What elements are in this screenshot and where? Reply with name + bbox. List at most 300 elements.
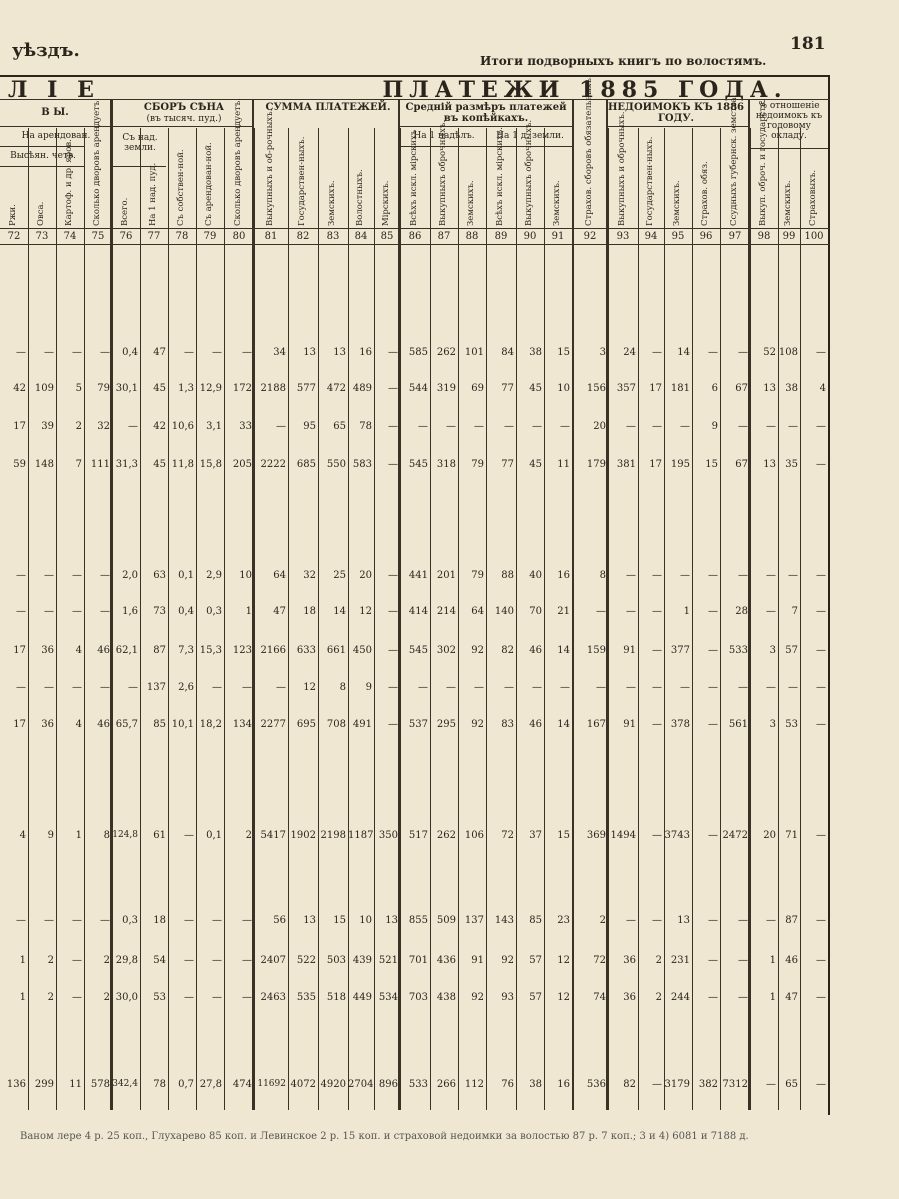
column-number: 82 bbox=[296, 231, 310, 242]
column-number: 87 bbox=[437, 231, 451, 242]
table-cell: 32 bbox=[97, 421, 110, 432]
table-cell: — bbox=[708, 915, 718, 926]
table-cell: — bbox=[738, 682, 748, 693]
table-cell: 369 bbox=[586, 830, 606, 841]
column-number: 81 bbox=[264, 231, 278, 242]
table-cell: 85 bbox=[153, 719, 166, 730]
table-cell: 11692 bbox=[257, 1079, 286, 1089]
table-cell: 29,8 bbox=[115, 955, 138, 966]
table-cell: 13 bbox=[303, 347, 316, 358]
table-cell: 39 bbox=[41, 421, 54, 432]
table-cell: 12 bbox=[557, 955, 570, 966]
table-cell: 7 bbox=[791, 606, 798, 617]
rule-sredn bbox=[400, 126, 572, 127]
table-cell: 65 bbox=[785, 1079, 798, 1090]
table-cell: 5417 bbox=[260, 830, 286, 841]
column-header: Выкупныхъ оброчныхъ. bbox=[438, 119, 448, 226]
table-cell: — bbox=[532, 682, 542, 693]
column-number: 97 bbox=[728, 231, 742, 242]
table-cell: 24 bbox=[623, 347, 636, 358]
column-header: На 1 над. пуд. bbox=[148, 162, 158, 226]
table-cell: 262 bbox=[436, 830, 456, 841]
table-cell: 2 bbox=[47, 992, 54, 1003]
table-cell: — bbox=[766, 915, 776, 926]
table-cell: 76 bbox=[501, 1079, 514, 1090]
table-cell: 205 bbox=[232, 459, 252, 470]
table-cell: 544 bbox=[408, 383, 428, 394]
table-cell: 577 bbox=[296, 383, 316, 394]
table-cell: 15,3 bbox=[199, 645, 222, 656]
table-cell: 578 bbox=[90, 1079, 110, 1090]
table-cell: 36 bbox=[41, 645, 54, 656]
column-header: Всѣхъ искл. мірскихъ bbox=[409, 129, 419, 226]
table-cell: 244 bbox=[670, 992, 690, 1003]
table-cell: — bbox=[100, 570, 110, 581]
column-header: Страховыхъ. bbox=[808, 169, 818, 226]
table-cell: 11 bbox=[557, 459, 570, 470]
table-cell: 201 bbox=[436, 570, 456, 581]
table-cell: 10 bbox=[359, 915, 372, 926]
table-cell: 2 bbox=[655, 955, 662, 966]
column-header: Овса. bbox=[36, 201, 46, 226]
column-header: Государствен-ныхъ. bbox=[297, 136, 307, 226]
table-cell: 136 bbox=[6, 1079, 26, 1090]
table-cell: — bbox=[276, 421, 286, 432]
table-cell: — bbox=[16, 347, 26, 358]
table-cell: 85 bbox=[529, 915, 542, 926]
column-header: Всѣхъ искл. мірскихъ. bbox=[495, 127, 505, 226]
table-cell: 521 bbox=[378, 955, 398, 966]
table-cell: 23 bbox=[557, 915, 570, 926]
table-cell: 108 bbox=[778, 347, 798, 358]
table-cell: 17 bbox=[13, 719, 26, 730]
table-cell: — bbox=[276, 682, 286, 693]
table-cell: 0,1 bbox=[178, 570, 194, 581]
table-cell: 47 bbox=[273, 606, 286, 617]
table-cell: 195 bbox=[670, 459, 690, 470]
table-cell: — bbox=[816, 421, 826, 432]
table-cell: — bbox=[816, 992, 826, 1003]
group-otnosh: % отношеніе недоимокъ къ годовому окладу. bbox=[755, 101, 823, 141]
table-cell: 72 bbox=[593, 955, 606, 966]
table-cell: 8 bbox=[339, 682, 346, 693]
table-cell: — bbox=[788, 421, 798, 432]
column-header: Выкупныхъ и об-рочныхъ. bbox=[265, 108, 275, 226]
table-cell: 6 bbox=[711, 383, 718, 394]
table-cell: 2,6 bbox=[178, 682, 194, 693]
table-cell: 517 bbox=[408, 830, 428, 841]
table-cell: 299 bbox=[34, 1079, 54, 1090]
column-header: Ссудныхъ губернск. земства. bbox=[729, 94, 739, 226]
table-cell: 436 bbox=[436, 955, 456, 966]
table-cell: — bbox=[738, 955, 748, 966]
table-cell: 35 bbox=[785, 459, 798, 470]
table-cell: 7 bbox=[75, 459, 82, 470]
table-cell: — bbox=[100, 347, 110, 358]
page-number: 181 bbox=[790, 34, 826, 54]
table-cell: 1187 bbox=[348, 830, 374, 841]
table-cell: 14 bbox=[557, 719, 570, 730]
column-header: Земскихъ. bbox=[672, 180, 682, 226]
table-cell: 214 bbox=[436, 606, 456, 617]
table-cell: 12 bbox=[303, 682, 316, 693]
table-cell: 703 bbox=[408, 992, 428, 1003]
table-cell: — bbox=[708, 347, 718, 358]
table-cell: 550 bbox=[326, 459, 346, 470]
table-cell: 2,0 bbox=[122, 570, 138, 581]
table-cell: 3179 bbox=[664, 1079, 690, 1090]
table-cell: 1 bbox=[19, 955, 26, 966]
table-cell: 685 bbox=[296, 459, 316, 470]
table-cell: 537 bbox=[408, 719, 428, 730]
table-cell: — bbox=[652, 719, 662, 730]
table-cell: 2222 bbox=[260, 459, 286, 470]
table-cell: 10 bbox=[557, 383, 570, 394]
table-cell: — bbox=[72, 606, 82, 617]
table-cell: — bbox=[738, 347, 748, 358]
table-cell: 38 bbox=[785, 383, 798, 394]
table-cell: — bbox=[504, 682, 514, 693]
column-number: 99 bbox=[782, 231, 796, 242]
table-cell: 0,1 bbox=[206, 830, 222, 841]
table-cell: 701 bbox=[408, 955, 428, 966]
table-cell: — bbox=[708, 955, 718, 966]
table-cell: — bbox=[16, 682, 26, 693]
table-cell: — bbox=[816, 830, 826, 841]
table-cell: 13 bbox=[385, 915, 398, 926]
table-cell: 472 bbox=[326, 383, 346, 394]
table-cell: — bbox=[388, 719, 398, 730]
table-cell: 33 bbox=[239, 421, 252, 432]
table-cell: — bbox=[708, 830, 718, 841]
table-cell: 13 bbox=[333, 347, 346, 358]
table-cell: 27,8 bbox=[199, 1079, 222, 1090]
table-cell: 179 bbox=[586, 459, 606, 470]
table-cell: 17 bbox=[649, 459, 662, 470]
table-cell: — bbox=[626, 570, 636, 581]
table-cell: 14 bbox=[557, 645, 570, 656]
table-cell: 5 bbox=[75, 383, 82, 394]
table-cell: 3 bbox=[769, 645, 776, 656]
table-cell: — bbox=[184, 992, 194, 1003]
table-cell: — bbox=[16, 606, 26, 617]
table-cell: — bbox=[766, 570, 776, 581]
table-cell: 262 bbox=[436, 347, 456, 358]
table-cell: 137 bbox=[146, 682, 166, 693]
table-cell: — bbox=[652, 347, 662, 358]
table-cell: — bbox=[766, 682, 776, 693]
table-cell: 64 bbox=[273, 570, 286, 581]
table-cell: 32 bbox=[303, 570, 316, 581]
table-cell: — bbox=[596, 606, 606, 617]
table-cell: 77 bbox=[501, 383, 514, 394]
table-cell: 0,3 bbox=[206, 606, 222, 617]
column-header: Страхов. сборовъ обязательныхъ. bbox=[584, 75, 594, 226]
table-cell: 92 bbox=[471, 719, 484, 730]
running-title: Итоги подворныхъ книгъ по волостямъ. bbox=[480, 54, 767, 68]
table-cell: 319 bbox=[436, 383, 456, 394]
table-cell: — bbox=[560, 421, 570, 432]
column-header: Земскихъ. bbox=[327, 180, 337, 226]
main-title: ПЛАТЕЖИ 1885 ГОДА. bbox=[382, 77, 788, 103]
table-cell: — bbox=[100, 682, 110, 693]
table-cell: 8 bbox=[599, 570, 606, 581]
table-cell: 92 bbox=[471, 645, 484, 656]
table-cell: — bbox=[388, 421, 398, 432]
table-cell: 14 bbox=[333, 606, 346, 617]
table-cell: — bbox=[212, 347, 222, 358]
table-cell: — bbox=[738, 915, 748, 926]
table-cell: 15,8 bbox=[199, 459, 222, 470]
table-cell: 4 bbox=[19, 830, 26, 841]
table-cell: 17 bbox=[13, 645, 26, 656]
table-cell: — bbox=[242, 682, 252, 693]
table-cell: — bbox=[816, 955, 826, 966]
table-cell: 9 bbox=[711, 421, 718, 432]
column-number: 98 bbox=[757, 231, 771, 242]
column-header: Земскихъ. bbox=[466, 180, 476, 226]
table-cell: — bbox=[212, 915, 222, 926]
table-cell: 20 bbox=[763, 830, 776, 841]
table-cell: 18 bbox=[153, 915, 166, 926]
table-cell: 534 bbox=[378, 992, 398, 1003]
table-cell: — bbox=[388, 645, 398, 656]
table-cell: 381 bbox=[616, 459, 636, 470]
table-cell: — bbox=[816, 606, 826, 617]
table-cell: — bbox=[652, 645, 662, 656]
table-cell: 15 bbox=[557, 347, 570, 358]
sub-s-nad: Съ над. земли. bbox=[122, 133, 158, 153]
table-cell: — bbox=[242, 915, 252, 926]
table-cell: 7312 bbox=[722, 1079, 748, 1090]
table-cell: 1 bbox=[75, 830, 82, 841]
table-cell: 0,4 bbox=[122, 347, 138, 358]
rule-sbor bbox=[112, 126, 252, 127]
column-header: Выкуп. оброч. и государств. bbox=[758, 99, 768, 226]
table-cell: 91 bbox=[623, 645, 636, 656]
table-cell: 56 bbox=[273, 915, 286, 926]
table-cell: 53 bbox=[785, 719, 798, 730]
table-cell: 11 bbox=[69, 1079, 82, 1090]
table-cell: — bbox=[816, 570, 826, 581]
table-cell: 295 bbox=[436, 719, 456, 730]
table-cell: — bbox=[560, 682, 570, 693]
column-header: Государствен-ныхъ. bbox=[645, 136, 655, 226]
table-cell: 18,2 bbox=[199, 719, 222, 730]
table-cell: 449 bbox=[352, 992, 372, 1003]
table-cell: 159 bbox=[586, 645, 606, 656]
table-cell: 12,9 bbox=[199, 383, 222, 394]
table-cell: — bbox=[446, 682, 456, 693]
table-cell: 474 bbox=[232, 1079, 252, 1090]
table-cell: 67 bbox=[735, 383, 748, 394]
table-cell: — bbox=[532, 421, 542, 432]
table-cell: — bbox=[128, 421, 138, 432]
table-cell: 79 bbox=[471, 459, 484, 470]
table-cell: 4 bbox=[75, 645, 82, 656]
table-cell: 83 bbox=[501, 719, 514, 730]
group-sbor-sub: (въ тысяч. пуд.) bbox=[146, 114, 222, 124]
table-cell: — bbox=[388, 383, 398, 394]
table-cell: 111 bbox=[90, 459, 110, 470]
table-cell: 54 bbox=[153, 955, 166, 966]
table-cell: 57 bbox=[785, 645, 798, 656]
table-cell: 545 bbox=[408, 459, 428, 470]
table-cell: 25 bbox=[333, 570, 346, 581]
table-cell: 4920 bbox=[320, 1079, 346, 1090]
table-cell: — bbox=[72, 992, 82, 1003]
column-number: 100 bbox=[804, 231, 824, 242]
table-cell: — bbox=[766, 421, 776, 432]
table-cell: 79 bbox=[97, 383, 110, 394]
table-cell: 441 bbox=[408, 570, 428, 581]
column-number: 77 bbox=[147, 231, 161, 242]
table-cell: 450 bbox=[352, 645, 372, 656]
table-cell: 414 bbox=[408, 606, 428, 617]
table-cell: 36 bbox=[623, 955, 636, 966]
table-cell: — bbox=[72, 570, 82, 581]
table-cell: 2 bbox=[75, 421, 82, 432]
column-number: 73 bbox=[35, 231, 49, 242]
table-cell: — bbox=[652, 421, 662, 432]
column-number: 92 bbox=[583, 231, 597, 242]
table-cell: 302 bbox=[436, 645, 456, 656]
table-cell: 21 bbox=[557, 606, 570, 617]
table-cell: 533 bbox=[728, 645, 748, 656]
table-cell: 134 bbox=[232, 719, 252, 730]
column-header: Съ собствен-ной. bbox=[176, 149, 186, 226]
table-cell: 3 bbox=[769, 719, 776, 730]
table-cell: 79 bbox=[471, 570, 484, 581]
table-cell: 545 bbox=[408, 645, 428, 656]
column-number: 79 bbox=[203, 231, 217, 242]
table-cell: 73 bbox=[153, 606, 166, 617]
table-cell: — bbox=[212, 955, 222, 966]
table-cell: — bbox=[184, 915, 194, 926]
table-cell: 36 bbox=[623, 992, 636, 1003]
table-cell: — bbox=[72, 915, 82, 926]
title-rule bbox=[0, 99, 830, 100]
table-cell: — bbox=[626, 421, 636, 432]
table-cell: — bbox=[388, 347, 398, 358]
table-cell: 708 bbox=[326, 719, 346, 730]
table-cell: 13 bbox=[763, 459, 776, 470]
table-cell: 0,3 bbox=[122, 915, 138, 926]
column-number: 74 bbox=[63, 231, 77, 242]
table-cell: 2277 bbox=[260, 719, 286, 730]
table-cell: 4072 bbox=[290, 1079, 316, 1090]
table-cell: 10,6 bbox=[171, 421, 194, 432]
table-cell: 2407 bbox=[260, 955, 286, 966]
table-cell: 62,1 bbox=[115, 645, 138, 656]
table-cell: 46 bbox=[97, 719, 110, 730]
table-cell: — bbox=[708, 992, 718, 1003]
table-cell: 2704 bbox=[348, 1079, 374, 1090]
table-cell: 109 bbox=[34, 383, 54, 394]
table-cell: — bbox=[474, 682, 484, 693]
table-cell: — bbox=[596, 682, 606, 693]
column-header: Земскихъ. bbox=[552, 180, 562, 226]
table-cell: 92 bbox=[501, 955, 514, 966]
group-nedoim: НЕДОИМОКЪ КЪ 1886 ГОДУ. bbox=[607, 102, 745, 124]
table-cell: 47 bbox=[153, 347, 166, 358]
table-cell: — bbox=[72, 955, 82, 966]
table-cell: — bbox=[652, 1079, 662, 1090]
table-cell: 140 bbox=[494, 606, 514, 617]
table-cell: 95 bbox=[303, 421, 316, 432]
table-cell: 45 bbox=[529, 383, 542, 394]
table-cell: 855 bbox=[408, 915, 428, 926]
table-cell: 74 bbox=[593, 992, 606, 1003]
table-cell: 16 bbox=[557, 570, 570, 581]
table-cell: 536 bbox=[586, 1079, 606, 1090]
table-cell: — bbox=[788, 682, 798, 693]
table-cell: 77 bbox=[501, 459, 514, 470]
table-cell: — bbox=[44, 347, 54, 358]
table-cell: 40 bbox=[529, 570, 542, 581]
table-cell: — bbox=[816, 915, 826, 926]
table-cell: 72 bbox=[501, 830, 514, 841]
table-cell: 350 bbox=[378, 830, 398, 841]
group-sredn: Средній размѣръ платежей въ копѣйкахъ. bbox=[405, 102, 567, 124]
table-cell: — bbox=[708, 719, 718, 730]
table-cell: 37 bbox=[529, 830, 542, 841]
table-cell: 15 bbox=[705, 459, 718, 470]
table-cell: — bbox=[388, 606, 398, 617]
table-cell: — bbox=[788, 570, 798, 581]
table-cell: — bbox=[242, 955, 252, 966]
table-cell: 57 bbox=[529, 955, 542, 966]
table-cell: 318 bbox=[436, 459, 456, 470]
table-cell: 38 bbox=[529, 347, 542, 358]
table-cell: 82 bbox=[501, 645, 514, 656]
table-cell: 46 bbox=[97, 645, 110, 656]
table-cell: — bbox=[816, 682, 826, 693]
table-cell: 2198 bbox=[320, 830, 346, 841]
header-bottom-rule bbox=[0, 228, 830, 229]
table-cell: — bbox=[652, 830, 662, 841]
table-cell: 91 bbox=[471, 955, 484, 966]
table-cell: 9 bbox=[365, 682, 372, 693]
table-cell: 1 bbox=[769, 955, 776, 966]
table-cell: 2463 bbox=[260, 992, 286, 1003]
table-cell: 2 bbox=[103, 992, 110, 1003]
table-cell: — bbox=[72, 682, 82, 693]
table-cell: 45 bbox=[529, 459, 542, 470]
table-cell: 3 bbox=[599, 347, 606, 358]
table-cell: 1,6 bbox=[122, 606, 138, 617]
table-cell: 377 bbox=[670, 645, 690, 656]
table-cell: 65,7 bbox=[115, 719, 138, 730]
sub-na1nadel: На 1 надѣлъ. bbox=[413, 131, 475, 141]
table-cell: 1 bbox=[683, 606, 690, 617]
table-cell: 438 bbox=[436, 992, 456, 1003]
table-cell: 2 bbox=[47, 955, 54, 966]
table-cell: — bbox=[626, 915, 636, 926]
table-cell: — bbox=[680, 421, 690, 432]
table-cell: 2188 bbox=[260, 383, 286, 394]
table-cell: 16 bbox=[557, 1079, 570, 1090]
table-cell: — bbox=[418, 682, 428, 693]
table-cell: — bbox=[708, 682, 718, 693]
table-cell: 2 bbox=[655, 992, 662, 1003]
table-cell: 53 bbox=[153, 992, 166, 1003]
table-cell: 4 bbox=[819, 383, 826, 394]
table-cell: 15 bbox=[557, 830, 570, 841]
table-cell: 67 bbox=[735, 459, 748, 470]
table-cell: 357 bbox=[616, 383, 636, 394]
table-cell: — bbox=[816, 459, 826, 470]
